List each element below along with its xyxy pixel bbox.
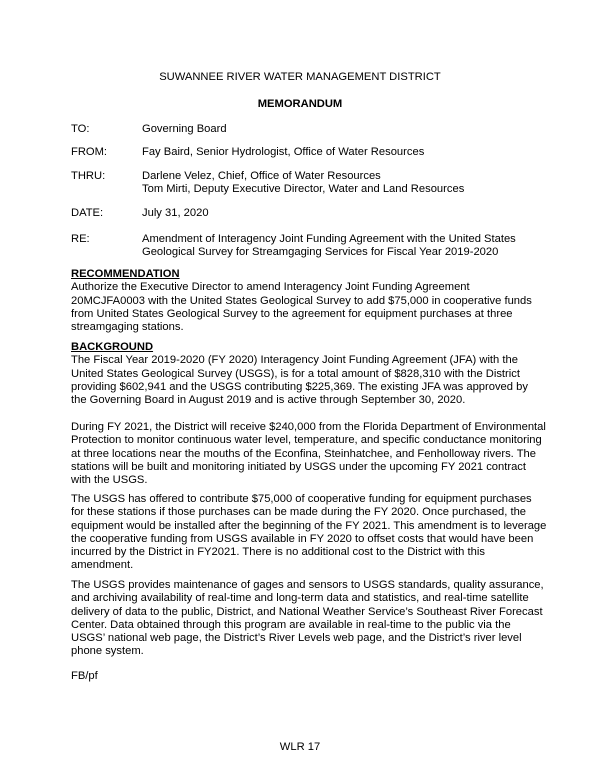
re-value-line: Geological Survey for Streamgaging Services for Fiscal Year 2019-2020 [142,246,499,259]
to-label: TO: [71,123,90,135]
background-line: the cooperative funding from USGS available in FY 2020 to offset costs that would have been [71,532,534,545]
from-label: FROM: [71,146,108,158]
recommendation-line: streamgaging stations. [71,321,184,334]
background-line: Center. Data obtained through this program are available in real-time to the public via the [71,618,511,631]
background-line: stations will be built and monitoring initiated by USGS under the upcoming FY 2021 contract [71,460,527,473]
re-value [142,233,542,260]
background-line: incurred by the District in FY2021. There is no additional cost to the District with this [71,546,485,559]
background-line: providing $602,941 and the USGS contributing $225,369. The existing JFA was approved by [71,380,528,393]
background-line: The USGS has offered to contribute $75,000 of cooperative funding for equipment purchases [71,493,532,505]
date-label: DATE: [71,207,104,219]
thru-value-line: Tom Mirti, Deputy Executive Director, Water and Land Resources [142,183,465,196]
thru-label: THRU: [71,170,106,182]
recommendation-line: 20MCJFA0003 with the United States Geological Survey to add $75,000 in cooperative funds [71,294,532,307]
background-line: Protection to monitor continuous water level, temperature, and specific conductance monitoring [71,434,542,447]
background-line: and archiving availability of real-time and long-term data and statistics, and real-time satellite [71,592,529,605]
from-value-line: Fay Baird, Senior Hydrologist, Office of Water Resources [142,146,425,158]
background-line: During FY 2021, the District will receive $240,000 from the Florida Department of Environmental [71,421,546,433]
thru-value [142,170,542,197]
background-heading: BACKGROUND [71,341,154,353]
to-value-line: Governing Board [142,123,227,135]
recommendation-line: from United States Geological Survey to the agreement for equipment purchases at three [71,307,513,320]
memo-title: MEMORANDUM [257,98,343,110]
background-line: The Fiscal Year 2019-2020 (FY 2020) Interagency Joint Funding Agreement (JFA) with the [71,354,518,367]
page-number: WLR 17 [279,741,321,753]
background-section [71,341,531,407]
background-line: amendment. [71,559,134,572]
background-line: the Governing Board in August 2019 and is active through September 30, 2020. [71,394,466,407]
recommendation-line: Authorize the Executive Director to amend Interagency Joint Funding Agreement [71,281,470,294]
background-line: phone system. [71,645,144,658]
re-label: RE: [71,233,90,245]
background-line: USGS’ national web page, the District’s River Levels web page, and the District’s river level [71,632,522,645]
background-line: United States Geological Survey (USGS), is for a total amount of $828,310 with the District [71,367,520,380]
author-initials: FB/pf [71,670,98,682]
background-line: with the USGS. [71,474,148,487]
background-line: equipment would be installed after the beginning of the FY 2021. This amendment is to leverage [71,519,547,532]
re-value-line: Amendment of Interagency Joint Funding Agreement with the United States [142,233,516,245]
background-line: The USGS provides maintenance of gages and sensors to USGS standards, quality assurance, [71,579,544,591]
from-value [142,146,542,159]
recommendation-section [71,268,531,334]
background-line: at three locations near the mouths of the Econfina, Steinhatchee, and Fenholloway rivers. The [71,447,536,460]
organization-name: SUWANNEE RIVER WATER MANAGEMENT DISTRICT [159,71,441,83]
date-value-line: July 31, 2020 [142,207,209,219]
thru-value-line: Darlene Velez, Chief, Office of Water Resources [142,170,381,182]
recommendation-heading: RECOMMENDATION [71,268,180,280]
background-line: for these stations if those purchases can be made during the FY 2020. Once purchased, the [71,506,527,519]
date-value [142,207,542,220]
background-line: delivery of data to the public, District, and National Weather Service’s Southeast River Forecast [71,605,543,618]
background-paragraph-3 [71,493,547,573]
background-paragraph-2 [71,421,546,487]
to-value [142,123,542,136]
background-paragraph-4 [71,579,544,659]
